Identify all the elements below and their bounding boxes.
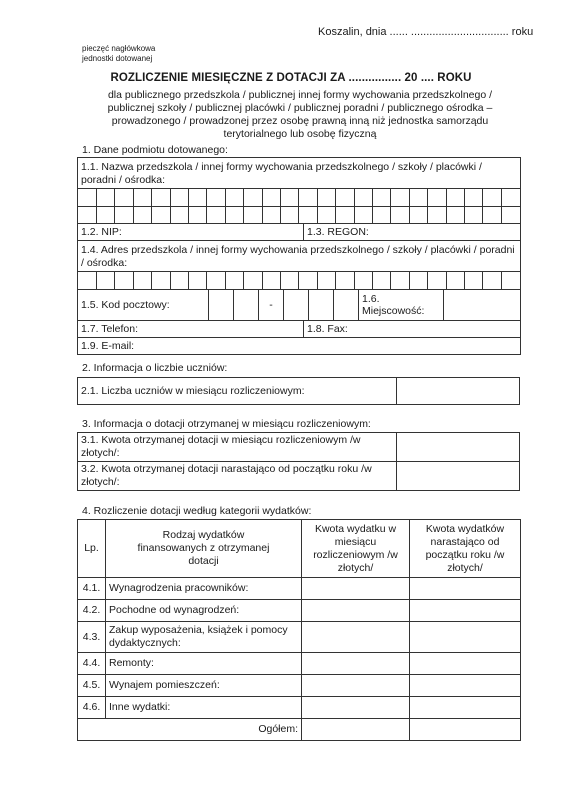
- name-char-cell[interactable]: [262, 189, 280, 206]
- total-label: Ogółem:: [78, 719, 302, 741]
- col-lp-header: Lp.: [78, 520, 106, 578]
- address-char-cell[interactable]: [188, 272, 206, 289]
- expense-month-input[interactable]: [302, 622, 410, 653]
- grant-ytd-label: 3.2. Kwota otrzymanej dotacji narastająco od początku roku /w złotych/:: [78, 462, 397, 491]
- expense-month-input[interactable]: [302, 578, 410, 600]
- expense-lp: 4.6.: [78, 697, 106, 719]
- expense-year-input[interactable]: [410, 675, 521, 697]
- email-label: 1.9. E-mail:: [78, 338, 521, 355]
- postal-dash: -: [259, 290, 284, 320]
- expense-month-input[interactable]: [302, 600, 410, 622]
- address-char-cell[interactable]: [115, 272, 133, 289]
- address-char-cell[interactable]: [354, 272, 372, 289]
- nip-label: 1.2. NIP:: [78, 224, 304, 240]
- name-char-cell[interactable]: [317, 189, 335, 206]
- name-input-grid[interactable]: [78, 189, 520, 223]
- address-char-cell[interactable]: [465, 272, 483, 289]
- name-char-cell[interactable]: [317, 206, 335, 223]
- name-char-cell[interactable]: [152, 189, 170, 206]
- name-char-cell[interactable]: [446, 189, 464, 206]
- name-char-cell[interactable]: [373, 206, 391, 223]
- expense-year-input[interactable]: [410, 697, 521, 719]
- total-month-input[interactable]: [302, 719, 410, 741]
- postal-box-2[interactable]: [234, 290, 259, 320]
- name-char-cell[interactable]: [483, 206, 501, 223]
- total-year-input[interactable]: [410, 719, 521, 741]
- name-label: 1.1. Nazwa przedszkola / innej formy wychowania przedszkolnego / szkoły / placówki / poradni / ośrodka:: [78, 158, 521, 189]
- name-char-cell[interactable]: [96, 189, 114, 206]
- section3-heading: 3. Informacja o dotacji otrzymanej w miesiącu rozliczeniowym:: [82, 418, 371, 430]
- address-char-cell[interactable]: [262, 272, 280, 289]
- name-char-cell[interactable]: [225, 189, 243, 206]
- address-char-cell[interactable]: [409, 272, 427, 289]
- name-char-cell[interactable]: [354, 189, 372, 206]
- postal-box-4[interactable]: [309, 290, 334, 320]
- name-char-cell[interactable]: [280, 206, 298, 223]
- name-char-cell[interactable]: [207, 206, 225, 223]
- fax-label: 1.8. Fax:: [307, 322, 348, 335]
- expense-year-input[interactable]: [410, 600, 521, 622]
- name-char-cell[interactable]: [391, 189, 409, 206]
- address-char-cell[interactable]: [207, 272, 225, 289]
- form-title: ROZLICZENIE MIESIĘCZNE Z DOTACJI ZA ................ 20 .... ROKU: [110, 72, 472, 84]
- name-char-cell[interactable]: [391, 206, 409, 223]
- expense-row: [78, 675, 521, 697]
- name-char-cell[interactable]: [501, 206, 520, 223]
- col-year-header: Kwota wydatków narastająco od początku roku /w złotych/: [410, 520, 521, 578]
- section2-table: [77, 377, 520, 405]
- phone-label: 1.7. Telefon:: [78, 321, 304, 337]
- name-char-cell[interactable]: [188, 206, 206, 223]
- address-char-cell[interactable]: [96, 272, 114, 289]
- address-char-cell[interactable]: [78, 272, 96, 289]
- postal-label: 1.5. Kod pocztowy:: [78, 290, 209, 320]
- name-char-cell[interactable]: [501, 189, 520, 206]
- expense-lp: 4.3.: [78, 622, 106, 653]
- name-char-cell[interactable]: [188, 189, 206, 206]
- expense-row: [78, 600, 521, 622]
- name-char-cell[interactable]: [336, 206, 354, 223]
- name-char-cell[interactable]: [133, 189, 151, 206]
- expense-month-input[interactable]: [302, 675, 410, 697]
- expenses-table: [77, 519, 521, 741]
- address-label: 1.4. Adres przedszkola / innej formy wychowania przedszkolnego / szkoły / placówki / poradni / ośrodka:: [78, 241, 521, 272]
- name-char-cell[interactable]: [465, 189, 483, 206]
- address-char-cell[interactable]: [373, 272, 391, 289]
- grant-month-input[interactable]: [397, 433, 520, 462]
- expense-year-input[interactable]: [410, 653, 521, 675]
- students-count-label: 2.1. Liczba uczniów w miesiącu rozliczeniowym:: [78, 378, 397, 405]
- name-char-cell[interactable]: [115, 189, 133, 206]
- name-char-cell[interactable]: [409, 206, 427, 223]
- city-label-line2: Miejscowość:: [362, 305, 425, 317]
- name-char-cell[interactable]: [354, 206, 372, 223]
- expense-label: Wynagrodzenia pracowników:: [106, 578, 302, 600]
- form-subtitle: dla publicznego przedszkola / publicznej innej formy wychowania przedszkolnego / publicznej szkoły / publicznej placówki / publicznej poradni / publicznego ośrodka – prowadzonego / prowadzonej przez osobę prawną inną niż jednostka samorządu terytorialnego lub osobę fizyczną: [107, 89, 493, 140]
- name-char-cell[interactable]: [465, 206, 483, 223]
- col-month-header: Kwota wydatku w miesiącu rozliczeniowym /w złotych/: [302, 520, 410, 578]
- section2-heading: 2. Informacja o liczbie uczniów:: [82, 362, 228, 374]
- name-char-cell[interactable]: [170, 206, 188, 223]
- expense-row: [78, 697, 521, 719]
- stamp-label-line1: pieczęć nagłówkowa: [82, 44, 156, 53]
- name-char-cell[interactable]: [152, 206, 170, 223]
- name-char-cell[interactable]: [299, 206, 317, 223]
- address-char-cell[interactable]: [244, 272, 262, 289]
- name-char-cell[interactable]: [446, 206, 464, 223]
- name-char-cell[interactable]: [428, 206, 446, 223]
- expense-label: Zakup wyposażenia, książek i pomocy dydaktycznych:: [106, 622, 302, 653]
- expense-label: Pochodne od wynagrodzeń:: [106, 600, 302, 622]
- expense-row: [78, 622, 521, 653]
- name-char-cell[interactable]: [78, 206, 96, 223]
- expense-label: Inne wydatki:: [106, 697, 302, 719]
- city-label: [359, 290, 444, 320]
- name-char-cell[interactable]: [409, 189, 427, 206]
- name-char-cell[interactable]: [96, 206, 114, 223]
- expense-lp: 4.4.: [78, 653, 106, 675]
- name-char-cell[interactable]: [299, 189, 317, 206]
- expense-lp: 4.2.: [78, 600, 106, 622]
- grant-month-label: 3.1. Kwota otrzymanej dotacji w miesiącu rozliczeniowym /w złotych/:: [78, 433, 397, 462]
- address-char-cell[interactable]: [152, 272, 170, 289]
- name-grid-wrap: [78, 189, 521, 224]
- postal-box-1[interactable]: [209, 290, 234, 320]
- expense-year-input[interactable]: [410, 622, 521, 653]
- stamp-label-line2: jednostki dotowanej: [82, 54, 153, 63]
- name-char-cell[interactable]: [133, 206, 151, 223]
- name-char-cell[interactable]: [244, 206, 262, 223]
- name-char-cell[interactable]: [225, 206, 243, 223]
- address-input-grid[interactable]: [78, 272, 520, 289]
- expense-month-input[interactable]: [302, 697, 410, 719]
- name-char-cell[interactable]: [428, 189, 446, 206]
- address-char-cell[interactable]: [299, 272, 317, 289]
- grant-ytd-input[interactable]: [397, 462, 520, 491]
- name-char-cell[interactable]: [207, 189, 225, 206]
- city-input[interactable]: [444, 290, 521, 320]
- name-char-cell[interactable]: [373, 189, 391, 206]
- section1-heading: 1. Dane podmiotu dotowanego:: [82, 144, 228, 156]
- expense-month-input[interactable]: [302, 653, 410, 675]
- city-label-line1: 1.6.: [362, 293, 380, 305]
- address-char-cell[interactable]: [225, 272, 243, 289]
- place-date-line: Koszalin, dnia ...... ................................ roku: [318, 26, 534, 38]
- name-char-cell[interactable]: [262, 206, 280, 223]
- address-char-cell[interactable]: [133, 272, 151, 289]
- expense-row: [78, 653, 521, 675]
- expense-label: Remonty:: [106, 653, 302, 675]
- section1-table: [77, 157, 521, 355]
- regon-label: 1.3. REGON:: [307, 225, 369, 238]
- col-kind-header: Rodzaj wydatków finansowanych z otrzymanej dotacji: [106, 520, 302, 578]
- expense-row: [78, 578, 521, 600]
- expense-label: Wynajem pomieszczeń:: [106, 675, 302, 697]
- name-char-cell[interactable]: [115, 206, 133, 223]
- name-char-cell[interactable]: [78, 189, 96, 206]
- address-char-cell[interactable]: [170, 272, 188, 289]
- address-char-cell[interactable]: [501, 272, 520, 289]
- address-char-cell[interactable]: [317, 272, 335, 289]
- expense-year-input[interactable]: [410, 578, 521, 600]
- address-char-cell[interactable]: [428, 272, 446, 289]
- address-char-cell[interactable]: [483, 272, 501, 289]
- address-char-cell[interactable]: [336, 272, 354, 289]
- section4-heading: 4. Rozliczenie dotacji według kategorii wydatków:: [82, 505, 312, 517]
- name-char-cell[interactable]: [244, 189, 262, 206]
- address-char-cell[interactable]: [280, 272, 298, 289]
- stamp-placeholder: [82, 44, 155, 64]
- name-char-cell[interactable]: [336, 189, 354, 206]
- expense-lp: 4.5.: [78, 675, 106, 697]
- students-count-input[interactable]: [397, 378, 520, 405]
- name-char-cell[interactable]: [483, 189, 501, 206]
- name-char-cell[interactable]: [170, 189, 188, 206]
- address-char-cell[interactable]: [391, 272, 409, 289]
- section3-table: [77, 432, 520, 491]
- postal-box-5[interactable]: [334, 290, 359, 320]
- name-char-cell[interactable]: [280, 189, 298, 206]
- address-char-cell[interactable]: [446, 272, 464, 289]
- expense-lp: 4.1.: [78, 578, 106, 600]
- postal-box-3[interactable]: [284, 290, 309, 320]
